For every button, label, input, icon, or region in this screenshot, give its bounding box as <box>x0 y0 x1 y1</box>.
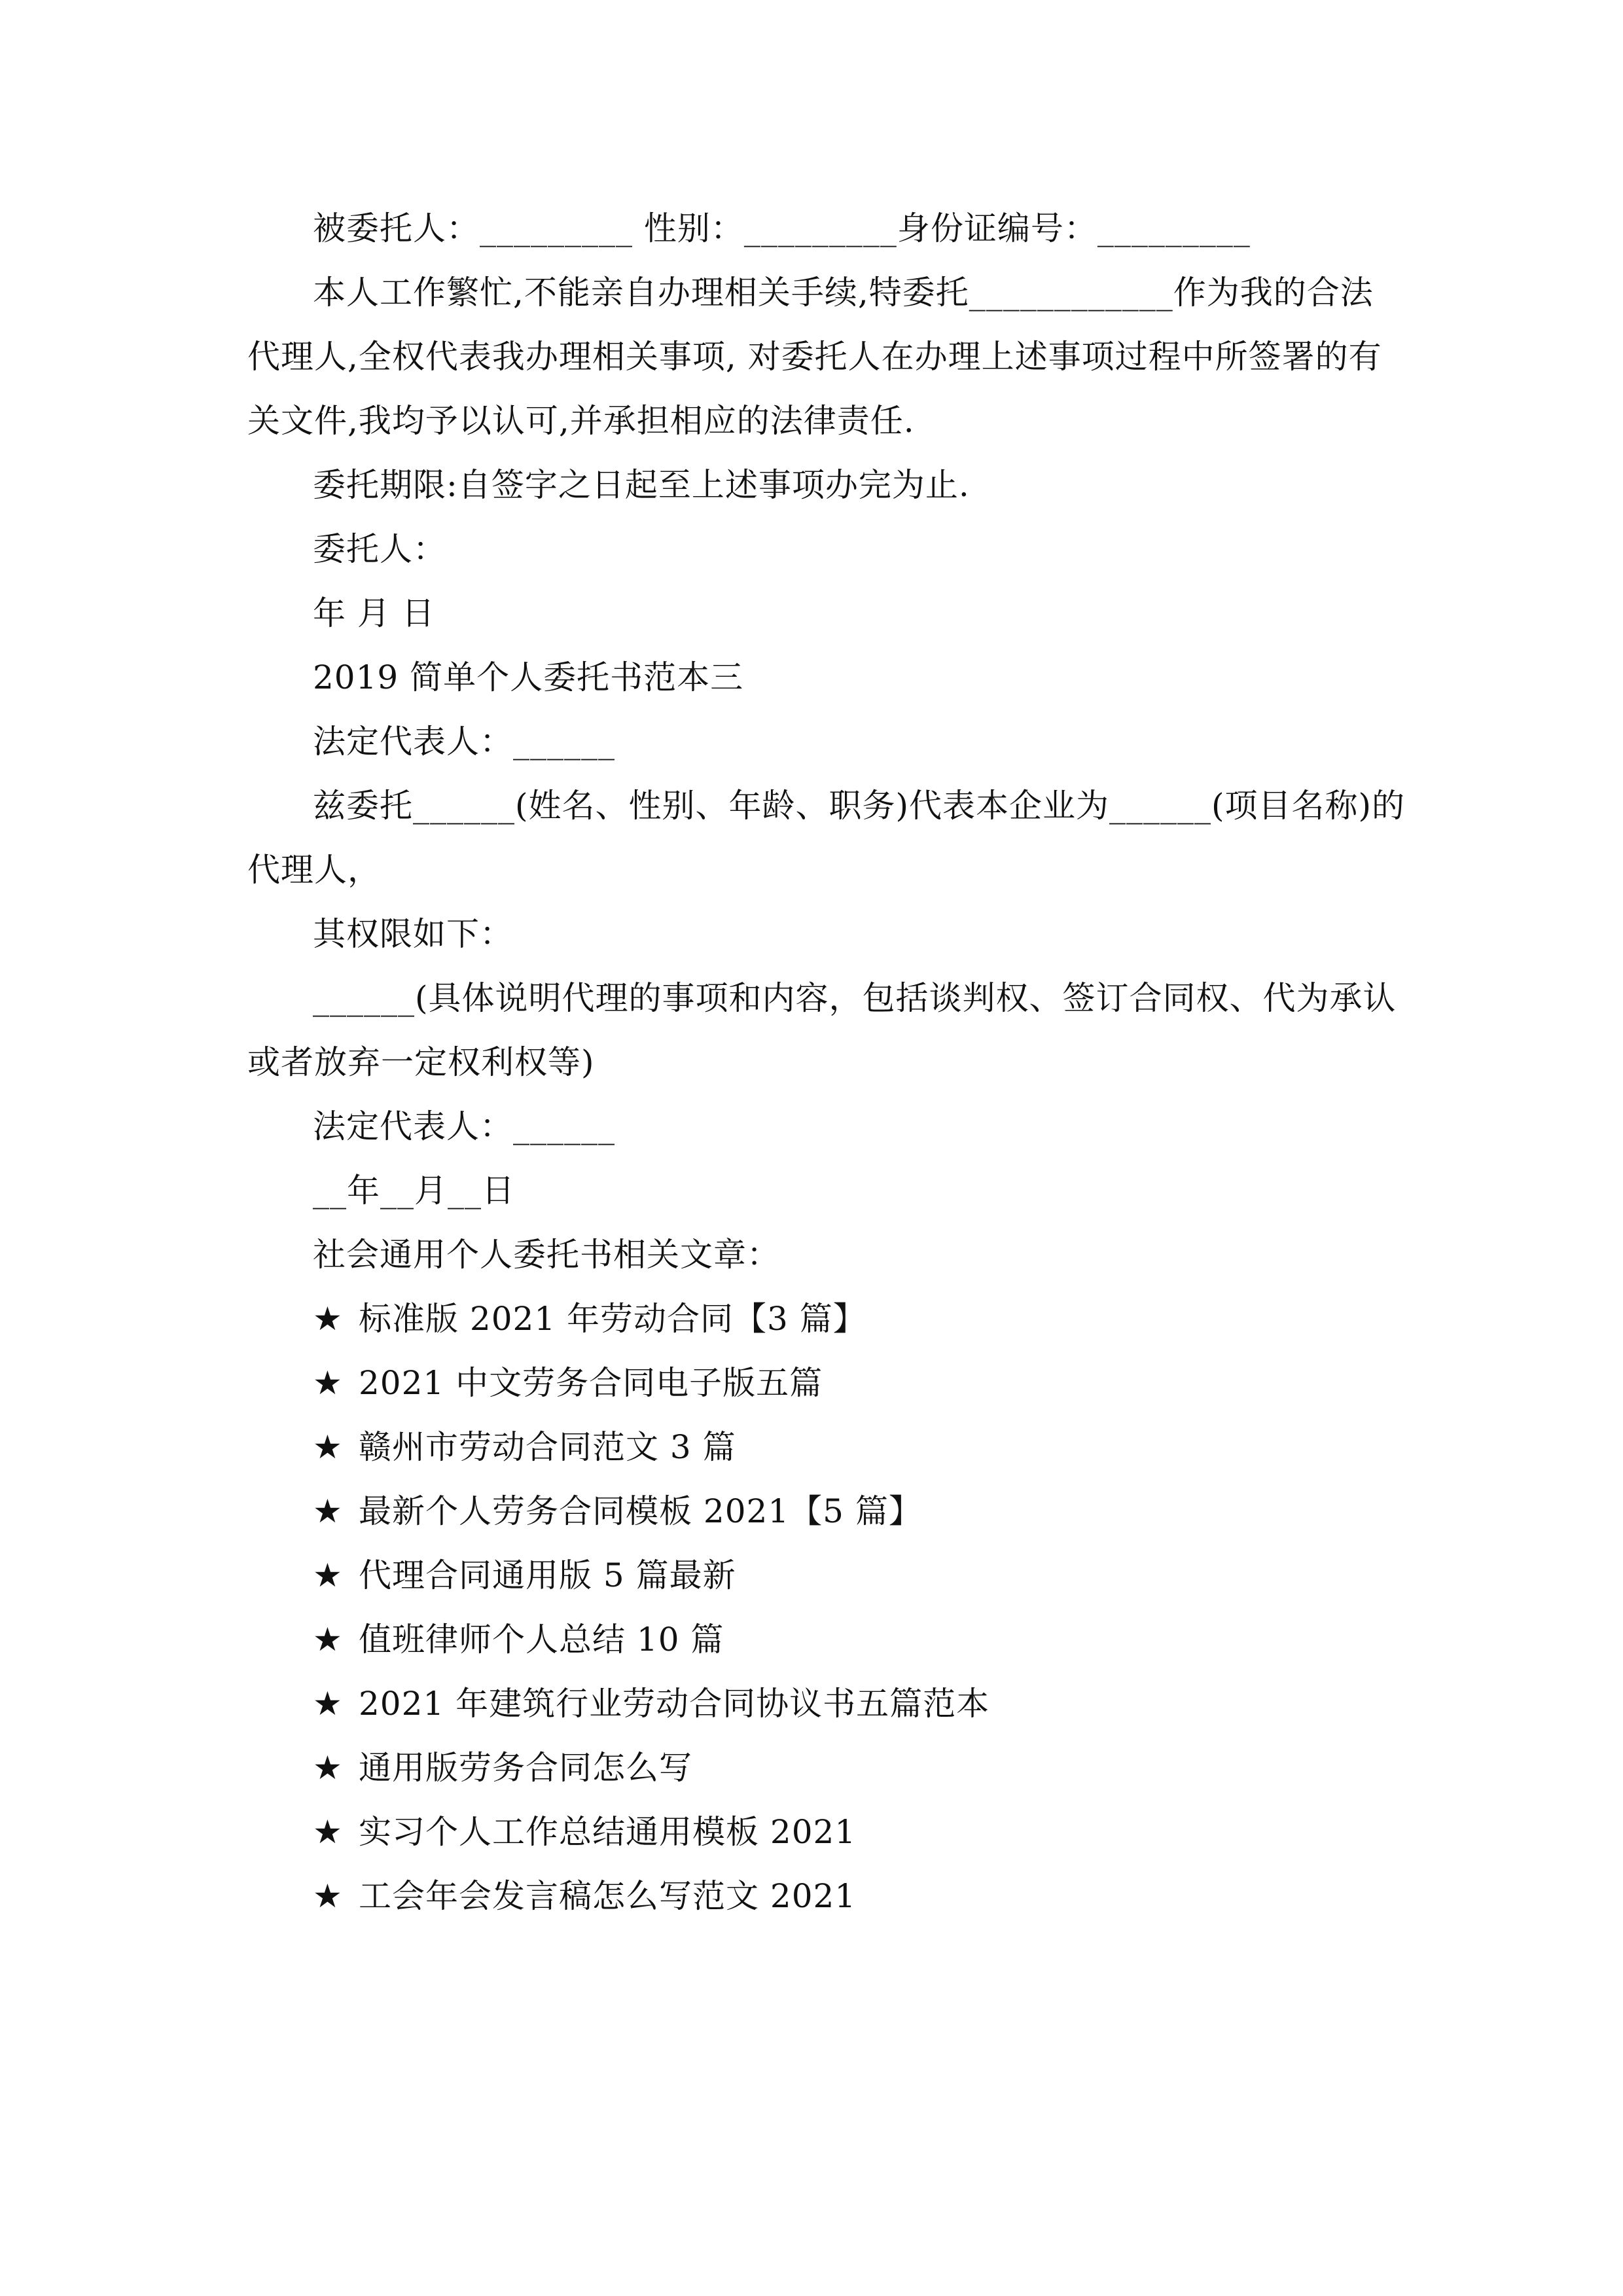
related-article-link[interactable] <box>247 1607 1386 1672</box>
star-icon: ★ <box>313 1300 343 1338</box>
legal-rep-line: 法定代表人：______ <box>313 1107 615 1145</box>
term-line: 委托期限:自签字之日起至上述事项办完为止. <box>313 466 970 504</box>
star-icon: ★ <box>313 1556 343 1594</box>
related-article-title: 2021 中文劳务合同电子版五篇 <box>359 1364 823 1402</box>
body-paragraph-line: 关文件,我均予以认可,并承担相应的法律责任. <box>247 402 915 440</box>
related-article-link[interactable] <box>247 1351 1386 1415</box>
related-article-title: 赣州市劳动合同范文 3 篇 <box>359 1428 736 1466</box>
document-page <box>247 196 1406 1928</box>
related-article-title: 2021 年建筑行业劳动合同协议书五篇范本 <box>359 1685 990 1723</box>
legal-rep-line: 法定代表人：______ <box>313 723 615 761</box>
body-paragraph-line: ______(具体说明代理的事项和内容，包括谈判权、签订合同权、代为承认 <box>313 979 1397 1017</box>
section-title: 2019 简单个人委托书范本三 <box>313 658 744 696</box>
related-article-link[interactable] <box>247 1800 1386 1864</box>
related-article-link[interactable] <box>247 1415 1386 1479</box>
related-article-link[interactable] <box>247 1736 1386 1800</box>
body-paragraph-line: 代理人,全权代表我办理相关事项, 对委托人在办理上述事项过程中所签署的有 <box>247 338 1382 376</box>
star-icon: ★ <box>313 1813 343 1851</box>
related-article-link[interactable] <box>247 1864 1386 1928</box>
body-paragraph-line: 本人工作繁忙,不能亲自办理相关手续,特委托____________作为我的合法 <box>313 274 1374 312</box>
star-icon: ★ <box>313 1621 343 1659</box>
related-article-title: 最新个人劳务合同模板 2021【5 篇】 <box>359 1492 922 1530</box>
related-articles-list <box>247 1287 1386 1928</box>
star-icon: ★ <box>313 1428 343 1466</box>
body-paragraph-line: 兹委托______(姓名、性别、年龄、职务)代表本企业为______(项目名称)的 <box>313 787 1406 825</box>
related-article-title: 代理合同通用版 5 篇最新 <box>359 1556 736 1594</box>
principal-label: 委托人： <box>313 530 446 568</box>
authority-label: 其权限如下： <box>313 915 513 953</box>
star-icon: ★ <box>313 1492 343 1530</box>
date-line: __年__月__日 <box>313 1172 515 1210</box>
star-icon: ★ <box>313 1364 343 1402</box>
related-article-link[interactable] <box>247 1479 1386 1543</box>
related-article-link[interactable] <box>247 1672 1386 1736</box>
body-paragraph-line: 或者放弃一定权利权等) <box>247 1043 595 1081</box>
related-article-title: 通用版劳务合同怎么写 <box>359 1749 692 1787</box>
star-icon: ★ <box>313 1685 343 1723</box>
star-icon: ★ <box>313 1749 343 1787</box>
star-icon: ★ <box>313 1877 343 1915</box>
date-line: 年 月 日 <box>313 594 435 632</box>
related-article-title: 工会年会发言稿怎么写范文 2021 <box>359 1877 857 1915</box>
agent-info-line: 被委托人：_________ 性别：_________身份证编号：_________ <box>313 209 1251 247</box>
related-article-title: 标准版 2021 年劳动合同【3 篇】 <box>359 1300 866 1338</box>
related-article-title: 实习个人工作总结通用模板 2021 <box>359 1813 857 1851</box>
related-article-link[interactable] <box>247 1543 1386 1607</box>
related-articles-heading: 社会通用个人委托书相关文章： <box>313 1236 780 1274</box>
body-paragraph-line: 代理人， <box>247 851 381 889</box>
related-article-title: 值班律师个人总结 10 篇 <box>359 1621 724 1659</box>
related-article-link[interactable] <box>247 1287 1386 1351</box>
